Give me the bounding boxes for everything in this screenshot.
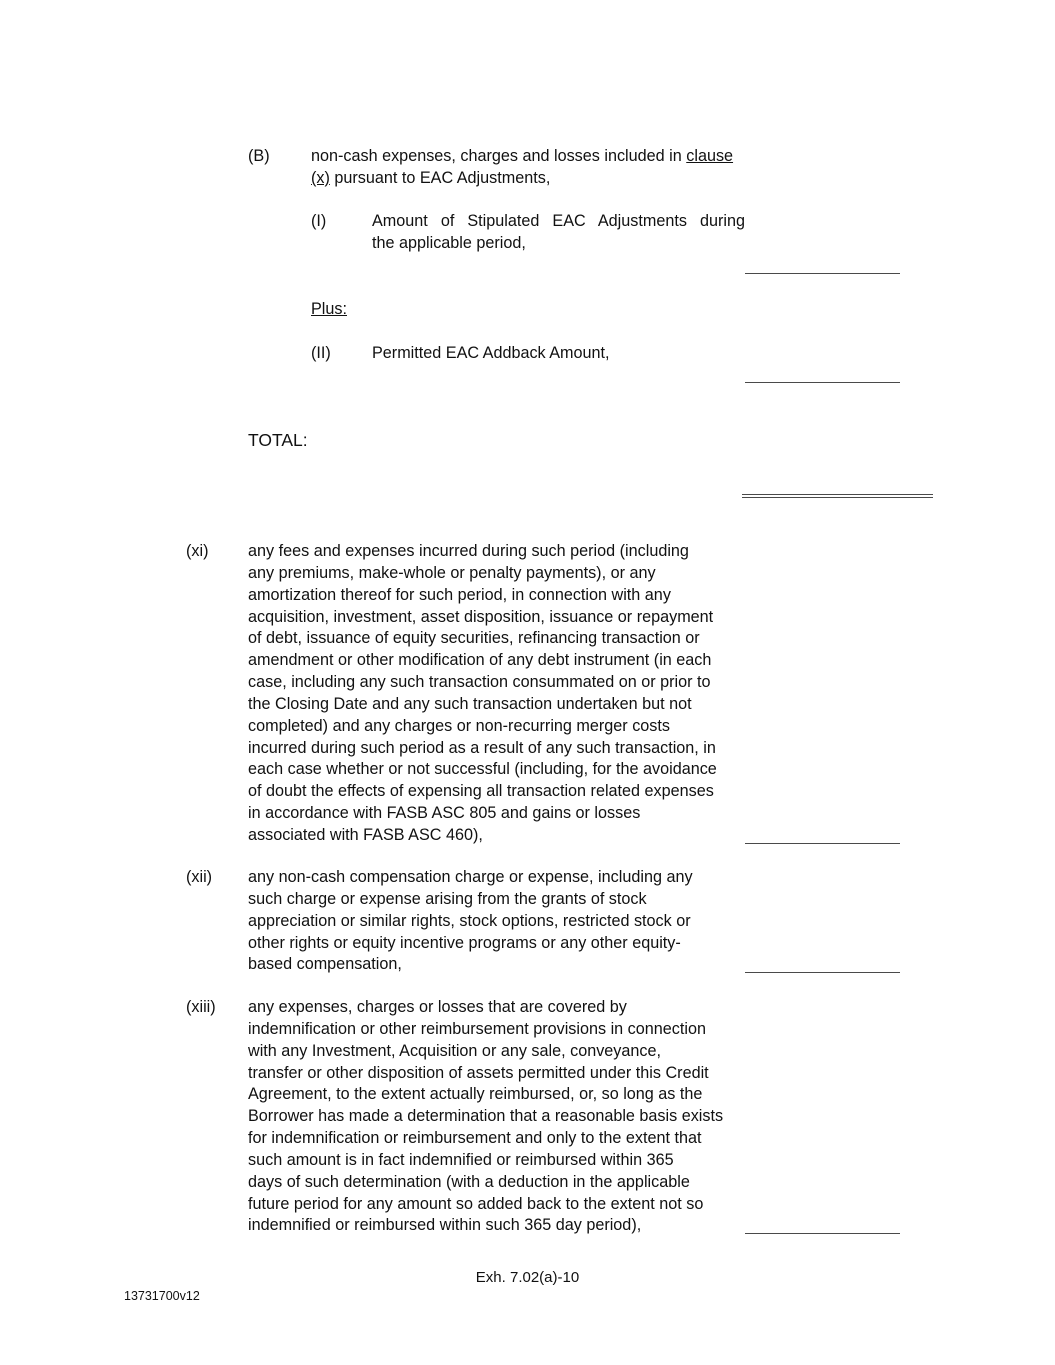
- sub-i-text: [372, 211, 745, 255]
- clause-xiii-line: transfer or other disposition of assets permitted under this Credit: [248, 1063, 709, 1082]
- clause-b-marker: (B): [248, 147, 270, 165]
- clause-xi-marker: (xi): [186, 542, 209, 560]
- clause-xi-line: of debt, issuance of equity securities, refinancing transaction or: [248, 629, 700, 648]
- clause-xii-marker: (xii): [186, 868, 213, 886]
- clause-xi-line: each case whether or not successful (including, for the avoidance: [248, 760, 717, 779]
- clause-xiii-line: any expenses, charges or losses that are covered by: [248, 998, 627, 1016]
- clause-xi-line: acquisition, investment, asset disposition, issuance or repayment: [248, 607, 714, 626]
- clause-xiii-line: such amount is in fact indemnified or reimbursed within 365: [248, 1150, 674, 1169]
- clause-ref: clause: [686, 147, 734, 165]
- sub-i-line2: the applicable period,: [372, 233, 526, 252]
- clause-xii-line: any non-cash compensation charge or expense, including any: [248, 868, 693, 886]
- sub-ii-text: Permitted EAC Addback Amount,: [372, 344, 610, 362]
- clause-xi-line: any fees and expenses incurred during such period (including: [248, 542, 689, 560]
- sub-ii-marker: (II): [311, 344, 331, 362]
- clause-xiii-line: Agreement, to the extent actually reimbursed, or, so long as the: [248, 1085, 703, 1104]
- clause-b-text: [311, 146, 745, 190]
- clause-xiii-line: indemnification or other reimbursement provisions in connection: [248, 1019, 706, 1038]
- clause-xi-line: case, including any such transaction consummated on or prior to: [248, 673, 711, 692]
- clause-xii-text: [248, 867, 745, 976]
- clause-xii-line: based compensation,: [248, 955, 402, 974]
- amount-line-xii: [745, 972, 900, 973]
- clause-xiii-line: days of such determination (with a deduction in the applicable: [248, 1172, 690, 1191]
- clause-xiii-text: [248, 997, 745, 1237]
- clause-xiii-line: Borrower has made a determination that a reasonable basis exists: [248, 1107, 724, 1126]
- amount-line-sub-ii: [745, 382, 900, 383]
- clause-xiii-line: for indemnification or reimbursement and only to the extent that: [248, 1129, 702, 1148]
- clause-xii-line: other rights or equity incentive programs or any other equity-: [248, 933, 681, 952]
- clause-xi-line: the Closing Date and any such transaction undertaken but not: [248, 694, 692, 713]
- plus-label: Plus:: [311, 300, 347, 318]
- amount-line-xiii: [745, 1233, 900, 1234]
- clause-b-line1-text: non-cash expenses, charges and losses included in: [311, 147, 687, 165]
- clause-xi-line: of doubt the effects of expensing all transaction related expenses: [248, 782, 714, 801]
- document-id: 13731700v12: [124, 1289, 200, 1303]
- clause-xii-line: such charge or expense arising from the grants of stock: [248, 889, 647, 908]
- clause-xi-line: in accordance with FASB ASC 805 and gains or losses: [248, 804, 641, 823]
- clause-xi-text: [248, 541, 745, 847]
- clause-b-line2-text: pursuant to EAC Adjustments,: [329, 168, 551, 187]
- clause-xi-line: amendment or other modification of any debt instrument (in each: [248, 651, 712, 670]
- amount-line-sub-i: [745, 273, 900, 274]
- clause-xi-line: completed) and any charges or non-recurring merger costs: [248, 716, 670, 735]
- sub-i-line1: Amount of Stipulated EAC Adjustments during: [372, 212, 745, 230]
- clause-xi-line: associated with FASB ASC 460),: [248, 825, 483, 844]
- clause-xii-line: appreciation or similar rights, stock options, restricted stock or: [248, 911, 691, 930]
- total-double-rule: [742, 494, 933, 498]
- clause-xiii-marker: (xiii): [186, 998, 216, 1016]
- clause-ref-x: (x): [311, 168, 330, 187]
- clause-xiii-line: future period for any amount so added back to the extent not so: [248, 1194, 704, 1213]
- clause-xiii-line: indemnified or reimbursed within such 365 day period),: [248, 1216, 642, 1235]
- page-number: Exh. 7.02(a)-10: [475, 1269, 580, 1286]
- clause-xi-line: amortization thereof for such period, in connection with any: [248, 585, 671, 604]
- clause-xi-line: any premiums, make-whole or penalty payments), or any: [248, 563, 656, 582]
- clause-xiii-line: with any Investment, Acquisition or any sale, conveyance,: [248, 1041, 662, 1060]
- sub-i-marker: (I): [311, 212, 327, 230]
- total-label: TOTAL:: [248, 430, 308, 450]
- clause-xi-line: incurred during such period as a result of any such transaction, in: [248, 738, 716, 757]
- amount-line-xi: [745, 843, 900, 844]
